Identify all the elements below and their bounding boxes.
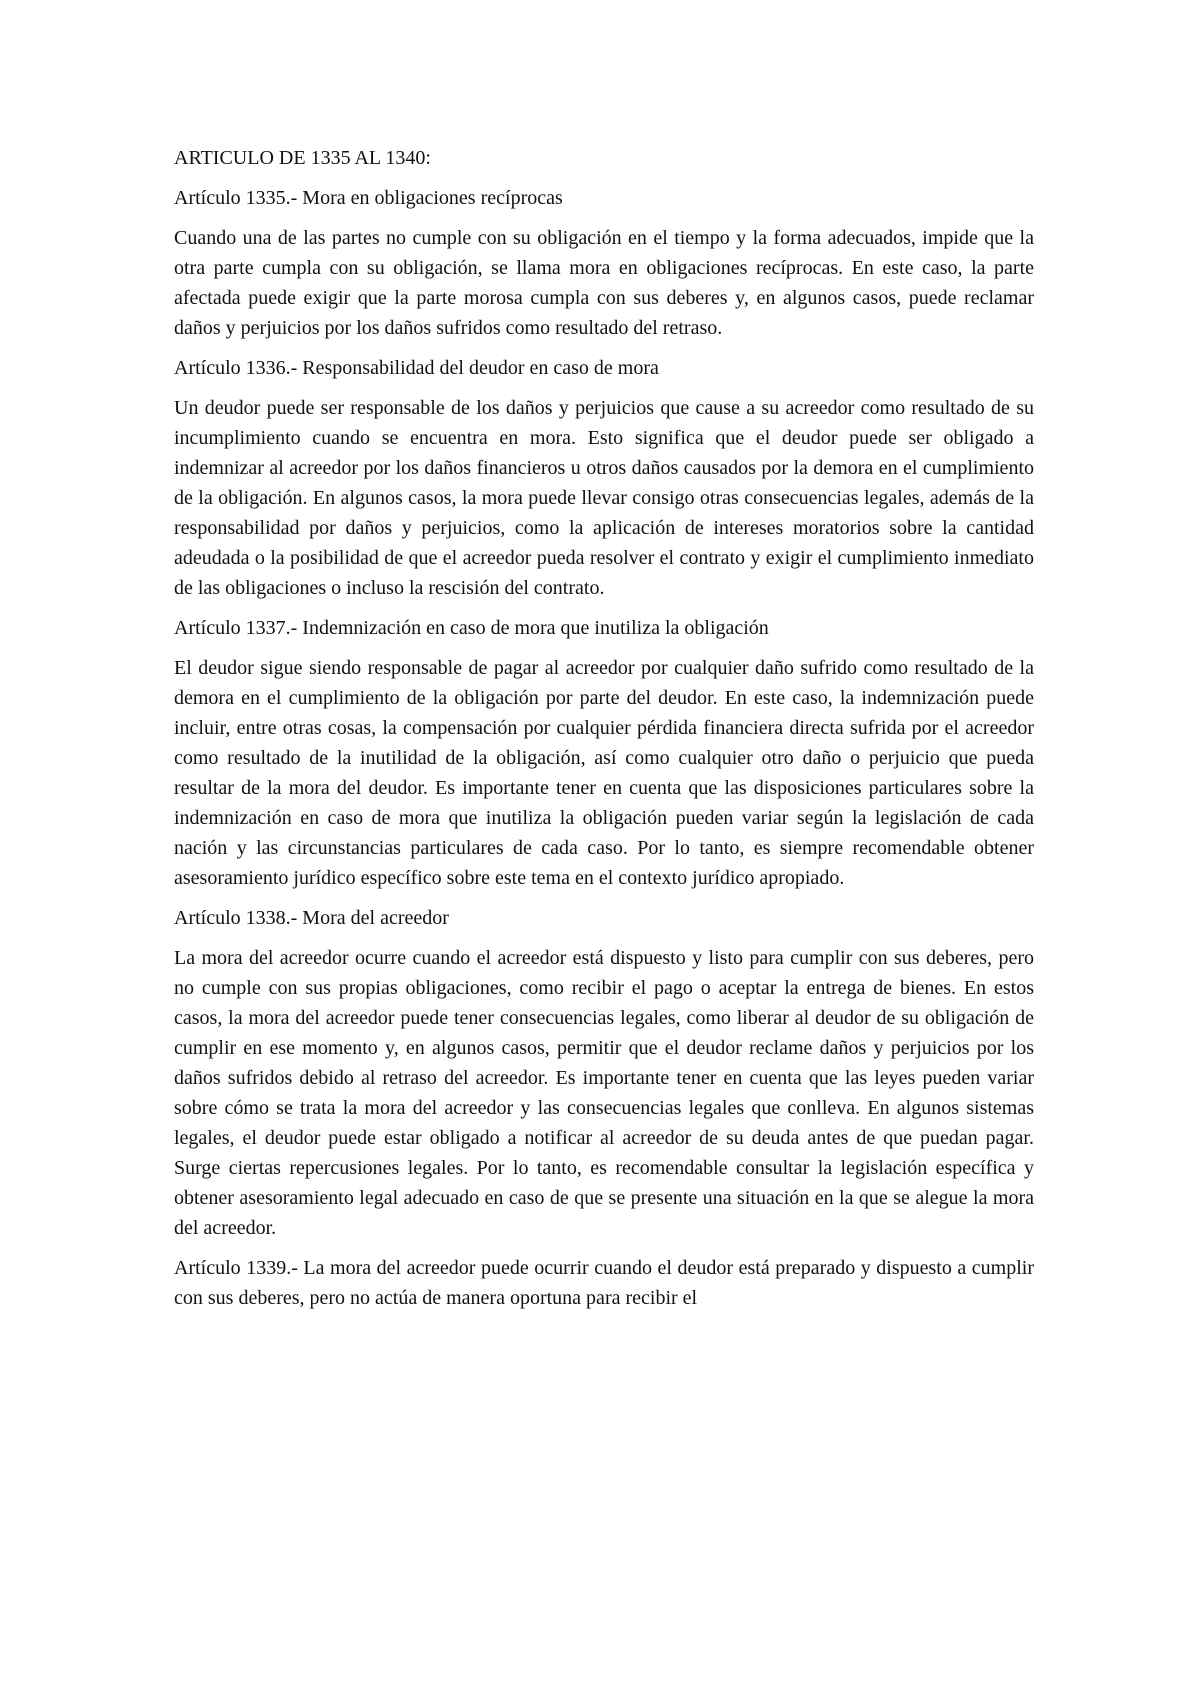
document-title: ARTICULO DE 1335 AL 1340: (174, 147, 431, 169)
article-1338-heading: Artículo 1338.- Mora del acreedor (174, 907, 449, 929)
article-1337-body: El deudor sigue siendo responsable de pagar al acreedor por cualquier daño sufrido como resultado de la demora en el cumplimiento de la obligación por parte del deudor. En este caso, la indemnización puede incluir, entre otras cosas, la compensación por cualquier pérdida financiera directa sufrida por el acreedor como resultado de la inutilidad de la obligación, así como cualquier otro daño o perjuicio que pueda resultar de la mora del deudor. Es importante tener en cuenta que las disposiciones particulares sobre la indemnización en caso de mora que inutiliza la obligación pueden variar según la legislación de cada nación y las circunstancias particulares de cada caso. Por lo tanto, es siempre recomendable obtener asesoramiento jurídico específico sobre este tema en el contexto jurídico apropiado. (174, 657, 1034, 889)
article-1335-body: Cuando una de las partes no cumple con su obligación en el tiempo y la forma adecuados, impide que la otra parte cumpla con su obligación, se llama mora en obligaciones recíprocas. En este caso, la parte afectada puede exigir que la parte morosa cumpla con sus deberes y, en algunos casos, puede reclamar daños y perjuicios por los daños sufridos como resultado del retraso. (174, 227, 1034, 339)
article-1336-heading: Artículo 1336.- Responsabilidad del deudor en caso de mora (174, 357, 659, 379)
article-1337-heading: Artículo 1337.- Indemnización en caso de mora que inutiliza la obligación (174, 617, 769, 639)
article-1335-heading: Artículo 1335.- Mora en obligaciones recíprocas (174, 187, 563, 209)
article-1336-body: Un deudor puede ser responsable de los daños y perjuicios que cause a su acreedor como resultado de su incumplimiento cuando se encuentra en mora. Esto significa que el deudor puede ser obligado a indemnizar al acreedor por los daños financieros u otros daños causados por la demora en el cumplimiento de la obligación. En algunos casos, la mora puede llevar consigo otras consecuencias legales, además de la responsabilidad por daños y perjuicios, como la aplicación de intereses moratorios sobre la cantidad adeudada o la posibilidad de que el acreedor pueda resolver el contrato y exigir el cumplimiento inmediato de las obligaciones o incluso la rescisión del contrato. (174, 397, 1034, 599)
document-content (174, 143, 1034, 1323)
article-1338-body: La mora del acreedor ocurre cuando el acreedor está dispuesto y listo para cumplir con sus deberes, pero no cumple con sus propias obligaciones, como recibir el pago o aceptar la entrega de bienes. En estos casos, la mora del acreedor puede tener consecuencias legales, como liberar al deudor de su obligación de cumplir en ese momento y, en algunos casos, permitir que el deudor reclame daños y perjuicios por los daños sufridos debido al retraso del acreedor. Es importante tener en cuenta que las leyes pueden variar sobre cómo se trata la mora del acreedor y las consecuencias legales que conlleva. En algunos sistemas legales, el deudor puede estar obligado a notificar al acreedor de su deuda antes de que puedan pagar. Surge ciertas repercusiones legales. Por lo tanto, es recomendable consultar la legislación específica y obtener asesoramiento legal adecuado en caso de que se presente una situación en la que se alegue la mora del acreedor. (174, 947, 1034, 1239)
article-1339-paragraph: Artículo 1339.- La mora del acreedor puede ocurrir cuando el deudor está preparado y dispuesto a cumplir con sus deberes, pero no actúa de manera oportuna para recibir el (174, 1257, 1034, 1309)
